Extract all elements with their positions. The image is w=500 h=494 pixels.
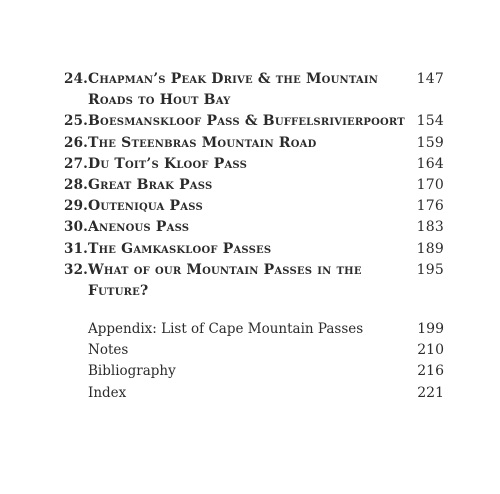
- table-of-contents: [64, 69, 444, 404]
- chapter-title: Boesmanskloof Pass & Buffelsrivierpoort: [88, 113, 405, 130]
- page-number: 176: [416, 198, 444, 215]
- toc-entry-chapter-25[interactable]: [64, 111, 444, 132]
- toc-entry-bibliography[interactable]: [64, 361, 444, 382]
- chapter-title: Du Toit’s Kloof Pass: [88, 155, 248, 172]
- chapter-number: 26.: [64, 134, 89, 151]
- page-number: 199: [417, 321, 444, 338]
- page-number: 170: [416, 177, 444, 194]
- back-matter-title: Appendix: List of Cape Mountain Passes: [88, 321, 364, 338]
- chapter-title: Great Brak Pass: [88, 177, 213, 194]
- toc-entry-chapter-32[interactable]: [64, 260, 444, 302]
- toc-entry-chapter-30[interactable]: [64, 217, 444, 238]
- toc-entry-chapter-31[interactable]: [64, 239, 444, 260]
- chapter-title: Outeniqua Pass: [88, 198, 203, 215]
- chapter-title: The Gamkaskloof Passes: [88, 240, 272, 257]
- chapter-title: Anenous Pass: [88, 219, 190, 236]
- chapter-number: 28.: [64, 177, 89, 194]
- back-matter-title: Notes: [88, 342, 129, 359]
- page-number: 147: [416, 71, 444, 87]
- chapter-number: 29.: [64, 198, 89, 215]
- page-number: 183: [416, 219, 444, 236]
- chapter-title: The Steenbras Mountain Road: [88, 134, 317, 151]
- page-number: 154: [416, 113, 444, 130]
- toc-entry-chapter-26[interactable]: [64, 133, 444, 154]
- toc-entry-chapter-29[interactable]: [64, 196, 444, 217]
- page-number: 216: [417, 363, 444, 380]
- page-number: 195: [416, 261, 444, 278]
- chapter-number: 30.: [64, 219, 89, 236]
- back-matter-title: Bibliography: [88, 363, 176, 380]
- toc-entry-notes[interactable]: [64, 340, 444, 361]
- toc-entry-chapter-28[interactable]: [64, 175, 444, 196]
- toc-entry-appendix[interactable]: [64, 319, 444, 340]
- page-number: 210: [417, 342, 444, 359]
- page-number: 189: [416, 240, 444, 257]
- chapter-number: 27.: [64, 155, 89, 172]
- page-number: 164: [416, 155, 444, 172]
- toc-entry-chapter-27[interactable]: [64, 154, 444, 175]
- chapter-number: 31.: [64, 240, 89, 257]
- back-matter-list: [64, 319, 444, 403]
- chapter-number: 32.: [64, 261, 89, 278]
- toc-entry-index[interactable]: [64, 383, 444, 404]
- chapter-title: Chapman’s Peak Drive & the Mountain Roads to Hout Bay: [88, 71, 379, 109]
- toc-entry-chapter-24[interactable]: [64, 69, 444, 111]
- chapter-number: 24.: [64, 71, 89, 87]
- back-matter-title: Index: [88, 384, 127, 401]
- page-number: 221: [417, 384, 444, 401]
- chapter-title: What of our Mountain Passes in the Future?: [88, 261, 362, 300]
- page-number: 159: [416, 134, 444, 151]
- chapter-number: 25.: [64, 113, 89, 130]
